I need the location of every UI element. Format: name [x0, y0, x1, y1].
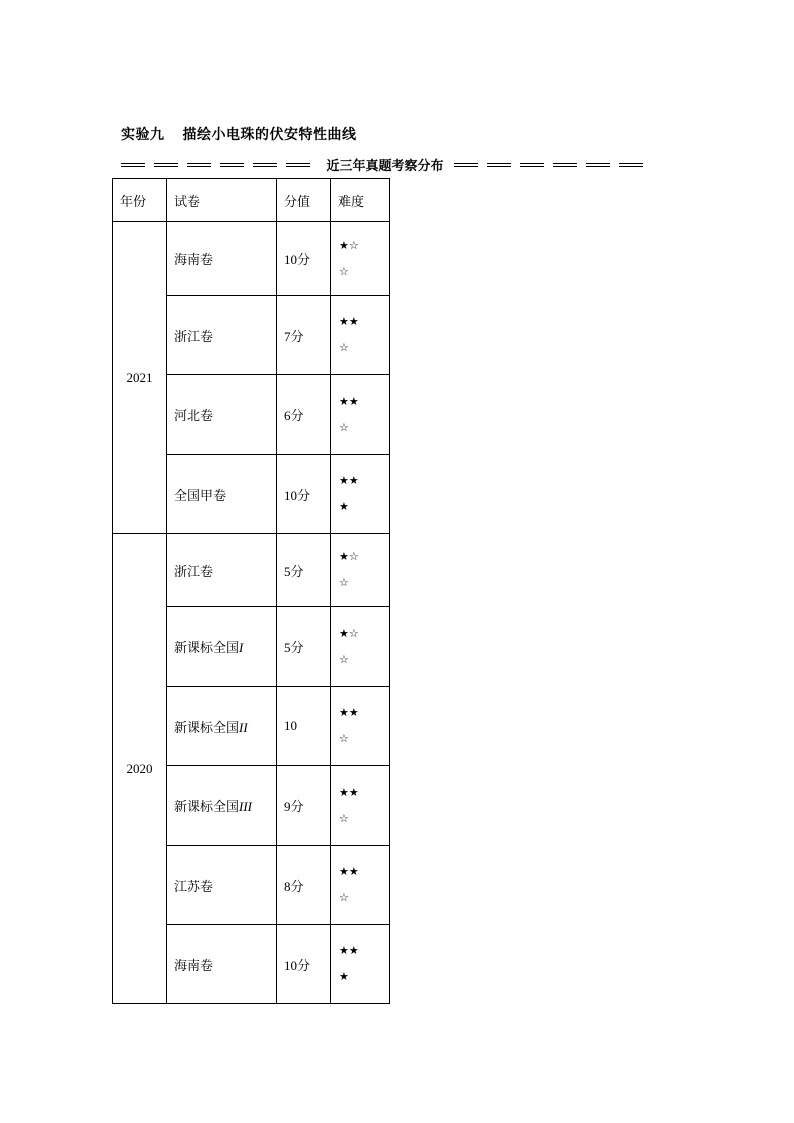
banner-dash [619, 163, 643, 167]
difficulty-cell [331, 846, 390, 925]
difficulty-stars-line1: ★★ [339, 706, 359, 719]
difficulty-stars-line1: ★★ [339, 865, 359, 878]
paper-roman-numeral: II [239, 719, 248, 735]
banner-dash [520, 163, 544, 167]
paper-roman-numeral: III [239, 799, 253, 814]
banner-dash [154, 163, 178, 167]
difficulty-stars-line2: ☆ [339, 891, 349, 904]
experiment-number: 实验九 [121, 128, 165, 143]
banner-dash [553, 163, 577, 167]
paper-cell [167, 607, 277, 687]
paper-cell: 全国甲卷 [167, 455, 277, 534]
difficulty-stars-line2: ☆ [339, 341, 349, 354]
banner-dash [286, 163, 310, 167]
score-cell: 7分 [277, 296, 331, 375]
banner-dash [253, 163, 277, 167]
banner-text: 近三年真题考察分布 [326, 158, 444, 173]
difficulty-stars-line1: ★☆ [339, 238, 359, 252]
paper-cell: 浙江卷 [167, 296, 277, 375]
header-paper: 试卷 [167, 179, 277, 222]
score-cell: 10分 [277, 925, 331, 1004]
banner-dash [220, 163, 244, 167]
banner-dash [586, 163, 610, 167]
difficulty-cell [331, 375, 390, 455]
experiment-name: 描绘小电珠的伏安特性曲线 [182, 128, 357, 143]
score-cell: 10 [277, 687, 331, 766]
paper-cell: 江苏卷 [167, 846, 277, 925]
difficulty-stars-line1: ★☆ [339, 550, 359, 563]
paper-cell: 河北卷 [167, 375, 277, 455]
table-row [113, 222, 390, 296]
score-cell: 10分 [277, 222, 331, 296]
banner-dash [487, 163, 511, 167]
banner-dash [121, 163, 145, 167]
difficulty-stars-line2: ☆ [339, 811, 349, 825]
paper-cell [167, 766, 277, 846]
paper-cell: 海南卷 [167, 925, 277, 1004]
score-cell: 5分 [277, 607, 331, 687]
year-cell: 2021 [113, 222, 167, 534]
difficulty-stars-line1: ★★ [339, 315, 359, 328]
table-header-row [113, 179, 390, 222]
difficulty-stars-line2: ☆ [339, 576, 349, 589]
difficulty-stars-line2: ☆ [339, 732, 349, 745]
score-cell: 5分 [277, 534, 331, 607]
difficulty-stars-line1: ★★ [339, 474, 359, 487]
year-cell: 2020 [113, 534, 167, 1004]
exam-distribution-table [112, 178, 390, 1004]
difficulty-stars-line1: ★☆ [339, 626, 359, 640]
section-banner [121, 153, 643, 175]
difficulty-cell [331, 222, 390, 296]
header-difficulty: 难度 [331, 179, 390, 222]
header-year: 年份 [113, 179, 167, 222]
score-cell: 8分 [277, 846, 331, 925]
difficulty-cell [331, 534, 390, 607]
paper-roman-numeral: I [239, 640, 244, 655]
difficulty-cell [331, 296, 390, 375]
difficulty-cell [331, 455, 390, 534]
score-cell: 6分 [277, 375, 331, 455]
difficulty-cell [331, 766, 390, 846]
difficulty-stars-line1: ★★ [339, 944, 359, 957]
score-cell: 10分 [277, 455, 331, 534]
paper-name: 新课标全国 [174, 719, 240, 735]
page-title [121, 124, 357, 144]
score-cell: 9分 [277, 766, 331, 846]
table-row [113, 534, 390, 607]
paper-cell: 海南卷 [167, 222, 277, 296]
difficulty-stars-line2: ☆ [339, 264, 349, 278]
paper-cell [167, 687, 277, 766]
difficulty-stars-line2: ★ [339, 970, 349, 983]
paper-cell: 浙江卷 [167, 534, 277, 607]
difficulty-stars-line2: ☆ [339, 652, 349, 666]
difficulty-stars-line2: ☆ [339, 420, 349, 434]
difficulty-stars-line2: ★ [339, 500, 349, 513]
paper-name: 新课标全国 [174, 640, 240, 655]
banner-dash [187, 163, 211, 167]
difficulty-cell [331, 607, 390, 687]
difficulty-cell [331, 687, 390, 766]
difficulty-stars-line1: ★★ [339, 785, 359, 799]
banner-dash [454, 163, 478, 167]
header-score: 分值 [277, 179, 331, 222]
paper-name: 新课标全国 [174, 799, 240, 814]
difficulty-cell [331, 925, 390, 1004]
difficulty-stars-line1: ★★ [339, 394, 359, 408]
